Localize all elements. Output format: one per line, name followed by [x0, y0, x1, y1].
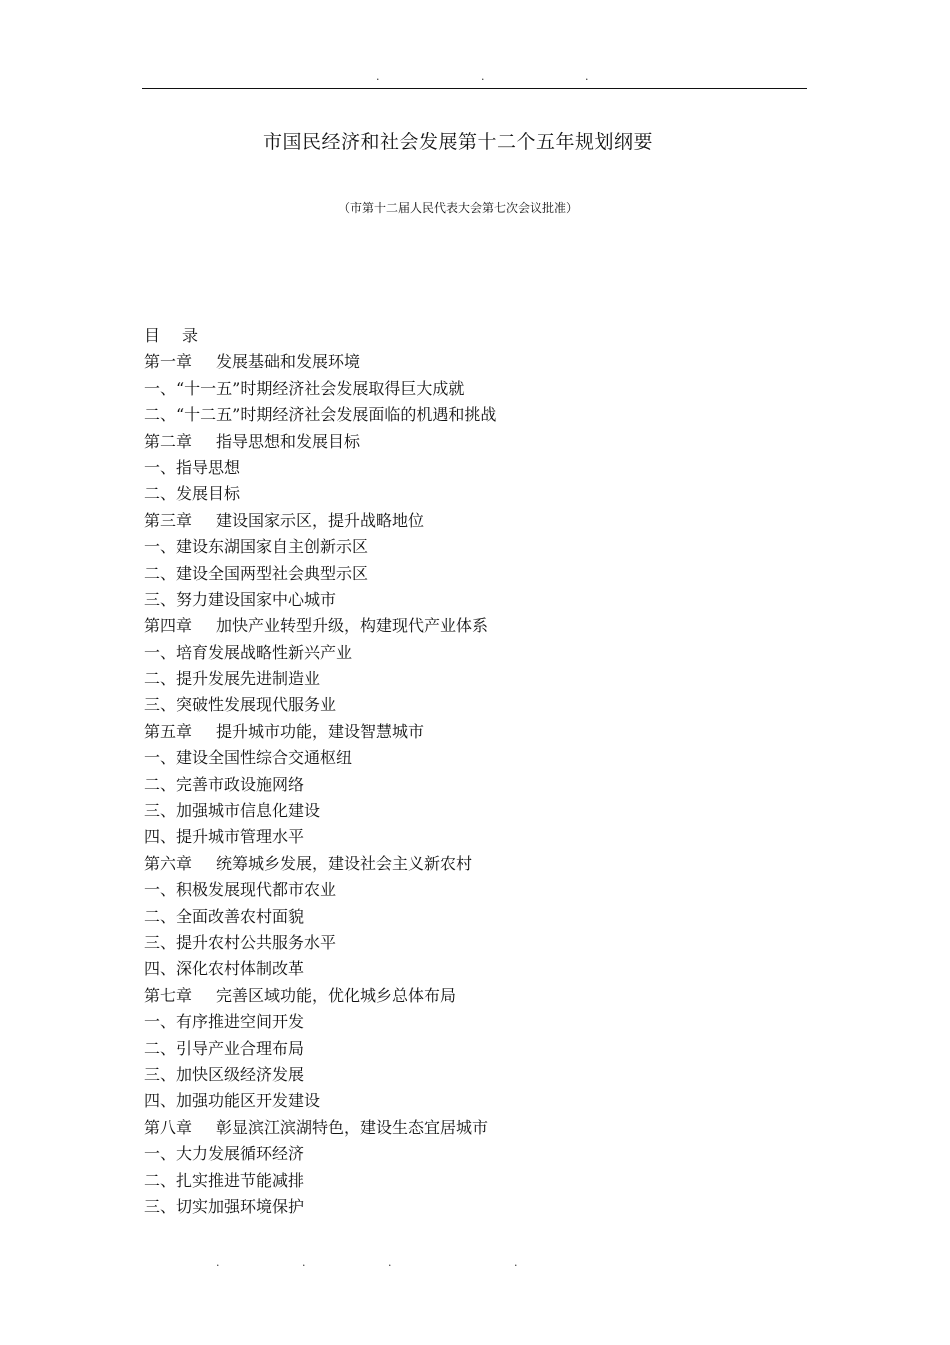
chapter-number: 第三章	[144, 510, 193, 530]
section-title: 三、突破性发展现代服务业	[144, 695, 337, 715]
toc-section	[144, 587, 804, 613]
chapter-title: 彰显滨江滨湖特色，建设生态宜居城市	[216, 1117, 489, 1137]
section-title: 二、发展目标	[144, 484, 241, 504]
toc-section	[144, 561, 804, 587]
chapter-title: 提升城市功能，建设智慧城市	[216, 721, 425, 741]
toc-section	[144, 692, 804, 718]
chapter-number: 第一章	[144, 352, 193, 372]
toc-section	[144, 376, 804, 402]
toc-section	[144, 1009, 804, 1035]
toc-chapter	[144, 613, 804, 639]
section-title: 一、建设全国性综合交通枢纽	[144, 748, 353, 768]
toc-section	[144, 1141, 804, 1167]
header-mark: .	[585, 70, 589, 83]
section-title: 四、深化农村体制改革	[144, 959, 305, 979]
toc-heading-left: 目	[144, 326, 161, 345]
section-title: 三、提升农村公共服务水平	[144, 932, 337, 952]
chapter-number: 第二章	[144, 431, 193, 451]
chapter-title: 指导思想和发展目标	[216, 431, 361, 451]
header-rule	[142, 88, 807, 89]
chapter-title: 统筹城乡发展，建设社会主义新农村	[216, 853, 473, 873]
toc-section	[144, 772, 804, 798]
document-title: 市国民经济和社会发展第十二个五年规划纲要	[262, 131, 653, 153]
section-title: 三、加快区级经济发展	[144, 1064, 305, 1084]
section-title: 一、指导思想	[144, 457, 241, 477]
header-mark: .	[481, 70, 485, 83]
section-title: 二、提升发展先进制造业	[144, 669, 321, 689]
chapter-number: 第四章	[144, 616, 193, 636]
section-title: 二、建设全国两型社会典型示区	[144, 563, 369, 583]
toc-heading-right: 录	[182, 326, 199, 345]
toc-section	[144, 904, 804, 930]
toc-section	[144, 1036, 804, 1062]
header-marks	[0, 70, 950, 84]
section-title: 一、“十一五”时期经济社会发展取得巨大成就	[144, 378, 465, 398]
toc-section	[144, 481, 804, 507]
toc-chapter	[144, 508, 804, 534]
toc-chapter	[144, 851, 804, 877]
chapter-title: 建设国家示区，提升战略地位	[216, 510, 425, 530]
section-title: 二、全面改善农村面貌	[144, 906, 305, 926]
section-title: 一、有序推进空间开发	[144, 1012, 305, 1032]
toc-section	[144, 824, 804, 850]
section-title: 二、引导产业合理布局	[144, 1038, 305, 1058]
toc-section	[144, 1194, 804, 1220]
toc-chapter	[144, 719, 804, 745]
section-title: 二、完善市政设施网络	[144, 774, 305, 794]
toc-section	[144, 877, 804, 903]
chapter-title: 完善区域功能，优化城乡总体布局	[216, 985, 457, 1005]
section-title: 三、切实加强环境保护	[144, 1196, 305, 1216]
toc-section	[144, 666, 804, 692]
toc-section	[144, 745, 804, 771]
section-title: 三、加强城市信息化建设	[144, 801, 321, 821]
toc-section	[144, 1168, 804, 1194]
toc-chapter	[144, 1115, 804, 1141]
chapter-number: 第七章	[144, 985, 193, 1005]
section-title: 一、培育发展战略性新兴产业	[144, 642, 353, 662]
section-title: 一、大力发展循环经济	[144, 1144, 305, 1164]
footer-mark: .	[388, 1256, 392, 1269]
toc-section	[144, 798, 804, 824]
section-title: 二、“十二五”时期经济社会发展面临的机遇和挑战	[144, 405, 497, 425]
section-title: 四、加强功能区开发建设	[144, 1091, 321, 1111]
chapter-number: 第八章	[144, 1117, 193, 1137]
toc-section	[144, 640, 804, 666]
toc-chapter	[144, 429, 804, 455]
section-title: 二、扎实推进节能减排	[144, 1170, 305, 1190]
footer-mark: .	[514, 1256, 518, 1269]
toc-section	[144, 930, 804, 956]
chapter-number: 第五章	[144, 721, 193, 741]
toc-section	[144, 402, 804, 428]
footer-mark: .	[216, 1256, 220, 1269]
table-of-contents	[144, 323, 804, 1220]
toc-section	[144, 1088, 804, 1114]
section-title: 三、努力建设国家中心城市	[144, 589, 337, 609]
toc-section	[144, 956, 804, 982]
toc-section	[144, 455, 804, 481]
toc-section	[144, 534, 804, 560]
toc-chapter	[144, 349, 804, 375]
footer-marks	[0, 1256, 950, 1270]
document-subtitle: （市第十二届人民代表大会第七次会议批准）	[337, 201, 578, 215]
section-title: 四、提升城市管理水平	[144, 827, 305, 847]
section-title: 一、积极发展现代都市农业	[144, 880, 337, 900]
chapter-number: 第六章	[144, 853, 193, 873]
footer-mark: .	[302, 1256, 306, 1269]
chapter-title: 发展基础和发展环境	[216, 352, 361, 372]
toc-section	[144, 1062, 804, 1088]
toc-heading	[144, 323, 804, 349]
header-mark: .	[376, 70, 380, 83]
chapter-title: 加快产业转型升级，构建现代产业体系	[216, 616, 489, 636]
section-title: 一、建设东湖国家自主创新示区	[144, 537, 369, 557]
toc-chapter	[144, 983, 804, 1009]
